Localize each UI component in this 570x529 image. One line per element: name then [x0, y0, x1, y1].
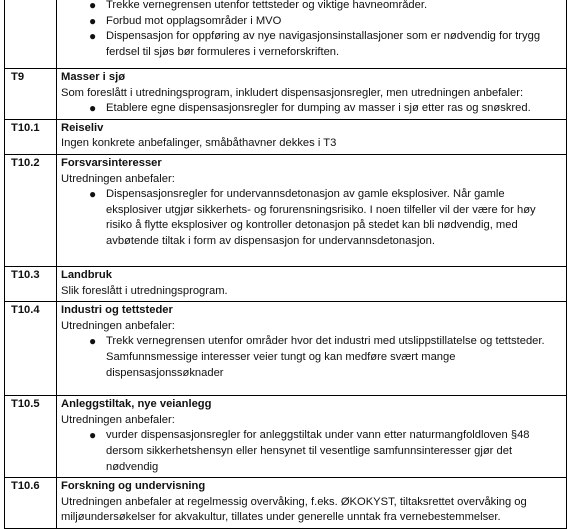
- row-code: T10.4: [5, 302, 57, 396]
- row-text: Utredningen anbefaler:: [61, 413, 175, 426]
- table-row: [5, 266, 567, 301]
- row-content: [57, 396, 567, 478]
- row-content: [57, 478, 567, 529]
- list-item: ● vurder dispensasjonsregler for anleggstiltak under vann etter naturmangfoldloven §48 dersom sikkerhetshensyn eller hensynet til vesentlige samfunnsinteresser gjør det nødvendig: [89, 428, 530, 473]
- row-code: T10.2: [5, 154, 57, 266]
- table-row: [5, 396, 567, 478]
- row-content: [57, 302, 567, 396]
- bullet-icon: ●: [89, 0, 97, 12]
- table-row: [5, 119, 567, 154]
- list-item: ● Trekke vernegrensen utenfor tettsteder og viktige havneområder.: [89, 0, 428, 12]
- row-code: [5, 0, 57, 69]
- row-code: T9: [5, 69, 57, 120]
- row-title: Forsvarsinteresser: [61, 156, 162, 169]
- table-row: [5, 478, 567, 529]
- row-title: Forskning og undervisning: [61, 480, 206, 493]
- bullet-list: [61, 334, 562, 381]
- bullet-icon: ●: [89, 334, 97, 349]
- bullet-list: [61, 187, 562, 249]
- list-item: ● Etablere egne dispensasjonsregler for dumping av masser i sjø etter ras og snøskred.: [89, 101, 531, 116]
- row-title: Anleggstiltak, nye veianlegg: [61, 398, 212, 411]
- bullet-list: [61, 0, 562, 60]
- row-code: T10.1: [5, 119, 57, 154]
- row-content: [57, 0, 567, 69]
- table-row: [5, 302, 567, 396]
- row-title: Masser i sjø: [61, 71, 126, 83]
- bullet-icon: ●: [89, 187, 97, 202]
- row-title: Landbruk: [61, 268, 112, 281]
- row-code: T10.5: [5, 396, 57, 478]
- row-content: [57, 119, 567, 154]
- table-row: [5, 154, 567, 266]
- row-title: Reiseliv: [61, 121, 104, 134]
- bullet-list: [61, 428, 562, 475]
- bullet-icon: ●: [89, 13, 97, 28]
- row-content: [57, 266, 567, 301]
- row-text: Utredningen anbefaler:: [61, 172, 175, 185]
- row-content: [57, 154, 567, 266]
- bullet-icon: ●: [89, 29, 97, 44]
- table-row: [5, 69, 567, 120]
- row-text: Utredningen anbefaler at regelmessig overvåking, f.eks. ØKOKYST, tiltaksrettet overvåking og miljøundersøkelser for akvakultur, tillates under generelle unntak fra vernebestemmelser.: [61, 495, 527, 524]
- list-item: ● Forbud mot opplagsområder i MVO: [89, 13, 282, 28]
- list-item: ● Dispensasjonsregler for undervannsdetonasjon av gamle eksplosiver. Når gamle eksplosiver utgjør sikkerhets- og forurensningsrisiko. I noen tilfeller vil der være for høy risiko å flytte eksplosiver og kontroller detonasjon på stedet kan bli nødvendig, med avbøtende tiltak i form av dispensasjon for undervannsdetonasjon.: [89, 187, 536, 247]
- row-text: Utredningen anbefaler:: [61, 319, 175, 332]
- bullet-list: [61, 101, 562, 117]
- row-content: [57, 69, 567, 120]
- list-item: ● Trekk vernegrensen utenfor områder hvor det industri med utslippstillatelse og tettsteder. Samfunnsmessige interesser veier tungt og kan medføre svært mange dispensasjonssøknader: [89, 334, 545, 379]
- row-code: T10.3: [5, 266, 57, 301]
- table-row: [5, 0, 567, 69]
- bullet-icon: ●: [89, 101, 97, 116]
- bullet-icon: ●: [89, 428, 97, 443]
- list-item: ● Dispensasjon for oppføring av nye navigasjonsinstallasjoner som er nødvendig for trygg ferdsel til sjøs bør formuleres i verneforskriften.: [89, 29, 541, 58]
- row-text: Slik foreslått i utredningsprogram.: [61, 284, 228, 297]
- row-text: Som foreslått i utredningsprogram, inkludert dispensasjonsregler, men utredningen anbefaler:: [61, 86, 524, 99]
- row-title: Industri og tettsteder: [61, 304, 173, 317]
- recommendations-table: [4, 0, 567, 529]
- row-text: Ingen konkrete anbefalinger, småbåthavner dekkes i T3: [61, 137, 337, 150]
- row-code: T10.6: [5, 478, 57, 529]
